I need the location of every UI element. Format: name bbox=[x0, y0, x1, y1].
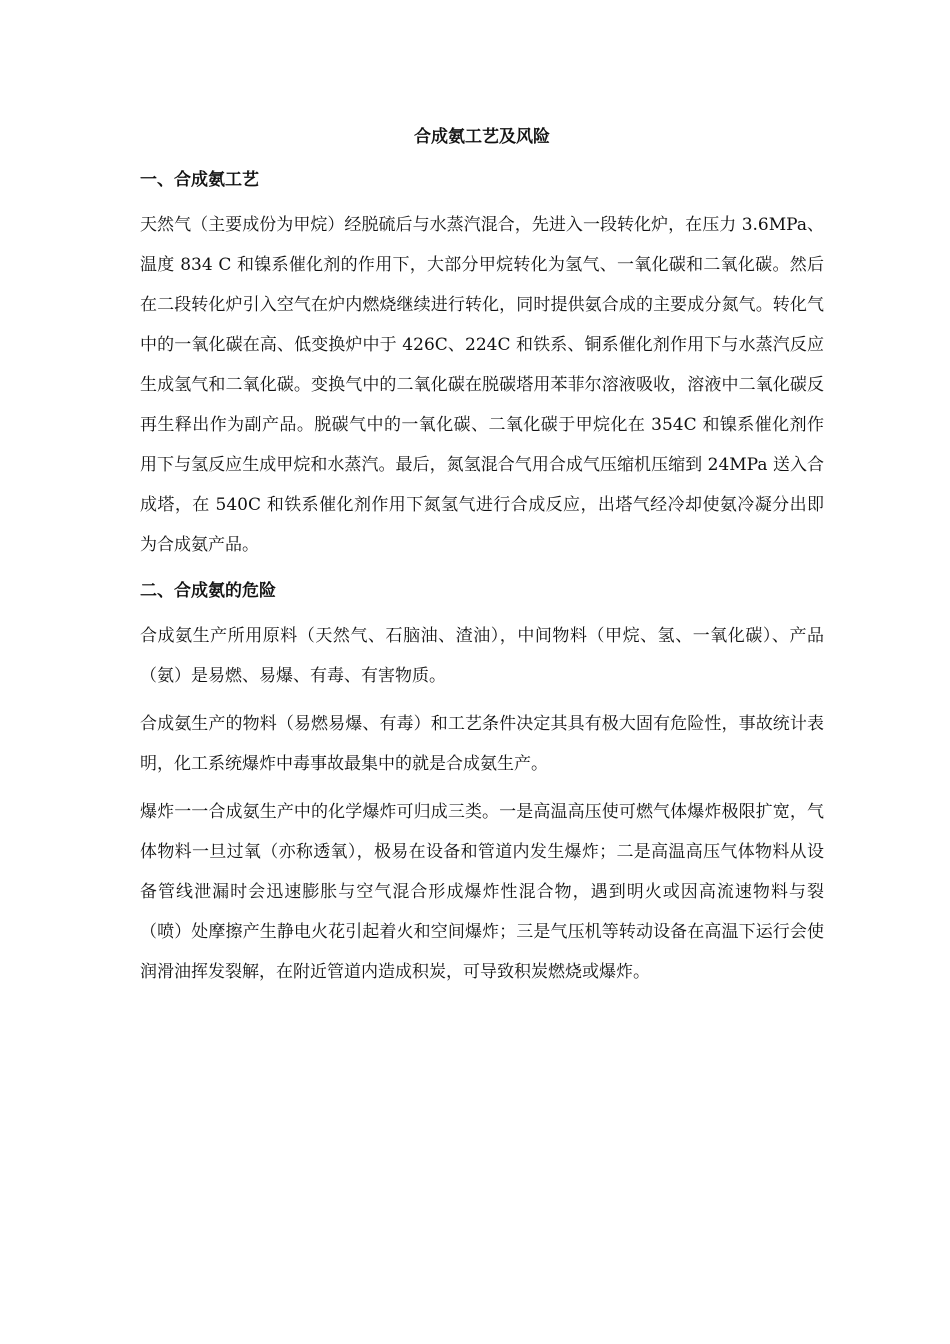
document-title: 合成氨工艺及风险 bbox=[414, 127, 550, 147]
paragraph: 爆炸一一合成氨生产中的化学爆炸可归成三类。一是高温高压使可燃气体爆炸极限扩宽，气体物料一旦过氧（亦称透氧），极易在设备和管道内发生爆炸；二是高温高压气体物料从设备管线泄漏时会迅速膨胀与空气混合形成爆炸性混合物，遇到明火或因高流速物料与裂（喷）处摩擦产生静电火花引起着火和空间爆炸；三是气压机等转动设备在高温下运行会使润滑油挥发裂解，在附近管道内造成积炭，可导致积炭燃烧或爆炸。 bbox=[140, 802, 824, 982]
paragraph: 合成氨生产的物料（易燃易爆、有毒）和工艺条件决定其具有极大固有危险性，事故统计表明，化工系统爆炸中毒事故最集中的就是合成氨生产。 bbox=[140, 714, 824, 774]
section-heading: 一、合成氨工艺 bbox=[140, 170, 259, 190]
paragraph: 合成氨生产所用原料（天然气、石脑油、渣油），中间物料（甲烷、氢、一氧化碳）、产品（氨）是易燃、易爆、有毒、有害物质。 bbox=[140, 626, 824, 686]
document-body bbox=[140, 120, 824, 992]
section-heading: 二、合成氨的危险 bbox=[140, 581, 276, 601]
paragraph: 天然气（主要成份为甲烷）经脱硫后与水蒸汽混合，先进入一段转化炉，在压力 3.6MPa、温度 834 C 和镍系催化剂的作用下，大部分甲烷转化为氢气、一氧化碳和二氧化碳。然后在二段转化炉引入空气在炉内燃烧继续进行转化，同时提供氨合成的主要成分氮气。转化气中的一氧化碳在高、低变换炉中于 426C、224C 和铁系、铜系催化剂作用下与水蒸汽反应生成氢气和二氧化碳。变换气中的二氧化碳在脱碳塔用苯菲尔溶液吸收，溶液中二氧化碳反再生释出作为副产品。脱碳气中的一氧化碳、二氧化碳于甲烷化在 354C 和镍系催化剂作用下与氢反应生成甲烷和水蒸汽。最后，氮氢混合气用合成气压缩机压缩到 24MPa 送入合成塔，在 540C 和铁系催化剂作用下氮氢气进行合成反应，出塔气经冷却使氨冷凝分出即为合成氨产品。 bbox=[140, 215, 824, 555]
